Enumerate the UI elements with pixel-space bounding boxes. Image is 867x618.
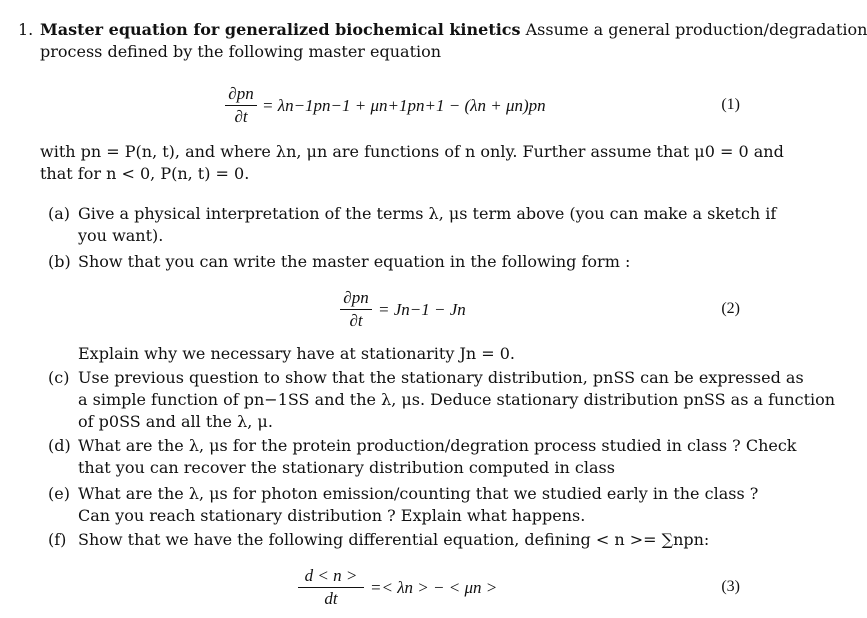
part-c-line2: a simple function of pn−1SS and the λ, μs. Deduce stationary distribution pnSS as a function <box>78 390 836 409</box>
equation-3-label: (3) <box>721 578 740 595</box>
equation-2-denominator: ∂t <box>349 311 363 330</box>
equation-1-numerator: ∂pn <box>225 84 257 106</box>
part-d-line2: that you can recover the stationary distribution computed in class <box>78 458 615 477</box>
equation-3-denominator: dt <box>324 589 338 608</box>
part-e-line1: What are the λ, μs for photon emission/counting that we studied early in the class ? <box>78 484 759 503</box>
equation-3-rhs: =< λn > − < μn > <box>370 578 498 597</box>
question-intro: Assume a general production/degradation <box>525 20 867 39</box>
equation-1-label: (1) <box>721 96 740 113</box>
equation-1 <box>0 84 807 134</box>
part-b-line1: Show that you can write the master equation in the following form : <box>78 252 631 271</box>
equation-2-fraction <box>340 288 372 331</box>
part-f-label: (f) <box>48 530 67 549</box>
part-c-line3: of p0SS and all the λ, μ. <box>78 412 273 431</box>
part-b-after: Explain why we necessary have at stationarity Jn = 0. <box>78 344 515 363</box>
part-e-line2: Can you reach stationary distribution ? Explain what happens. <box>78 506 586 525</box>
conditions-line2: that for n < 0, P(n, t) = 0. <box>40 164 250 183</box>
question-number: 1. <box>18 20 34 39</box>
part-a-line2: you want). <box>78 226 164 245</box>
equation-1-fraction <box>225 84 257 127</box>
question-intro-line2: process defined by the following master equation <box>40 42 442 61</box>
part-c-label: (c) <box>48 368 70 387</box>
equation-3-fraction <box>298 566 364 609</box>
equation-2-rhs: = Jn−1 − Jn <box>378 300 466 319</box>
equation-3-numerator: d < n > <box>298 566 364 588</box>
part-a-label: (a) <box>48 204 71 223</box>
conditions-line1: with pn = P(n, t), and where λn, μn are functions of n only. Further assume that μ0 = 0 and <box>40 142 784 161</box>
equation-2-numerator: ∂pn <box>340 288 372 310</box>
equation-2 <box>0 288 807 334</box>
part-f-line1: Show that we have the following differential equation, defining < n >= ∑npn: <box>78 530 710 549</box>
part-a-line1: Give a physical interpretation of the terms λ, μs term above (you can make a sketch if <box>78 204 777 223</box>
equation-3 <box>0 566 807 614</box>
equation-2-label: (2) <box>721 300 740 317</box>
question-title-line <box>40 20 867 40</box>
part-c-line1: Use previous question to show that the stationary distribution, pnSS can be expressed as <box>78 368 804 387</box>
part-b-label: (b) <box>48 252 71 271</box>
equation-1-denominator: ∂t <box>234 107 248 126</box>
equation-1-rhs: = λn−1pn−1 + μn+1pn+1 − (λn + μn)pn <box>262 96 546 115</box>
question-title: Master equation for generalized biochemical kinetics <box>40 20 521 39</box>
part-d-label: (d) <box>48 436 71 455</box>
part-d-line1: What are the λ, μs for the protein production/degration process studied in class ? Check <box>78 436 797 455</box>
part-e-label: (e) <box>48 484 70 503</box>
